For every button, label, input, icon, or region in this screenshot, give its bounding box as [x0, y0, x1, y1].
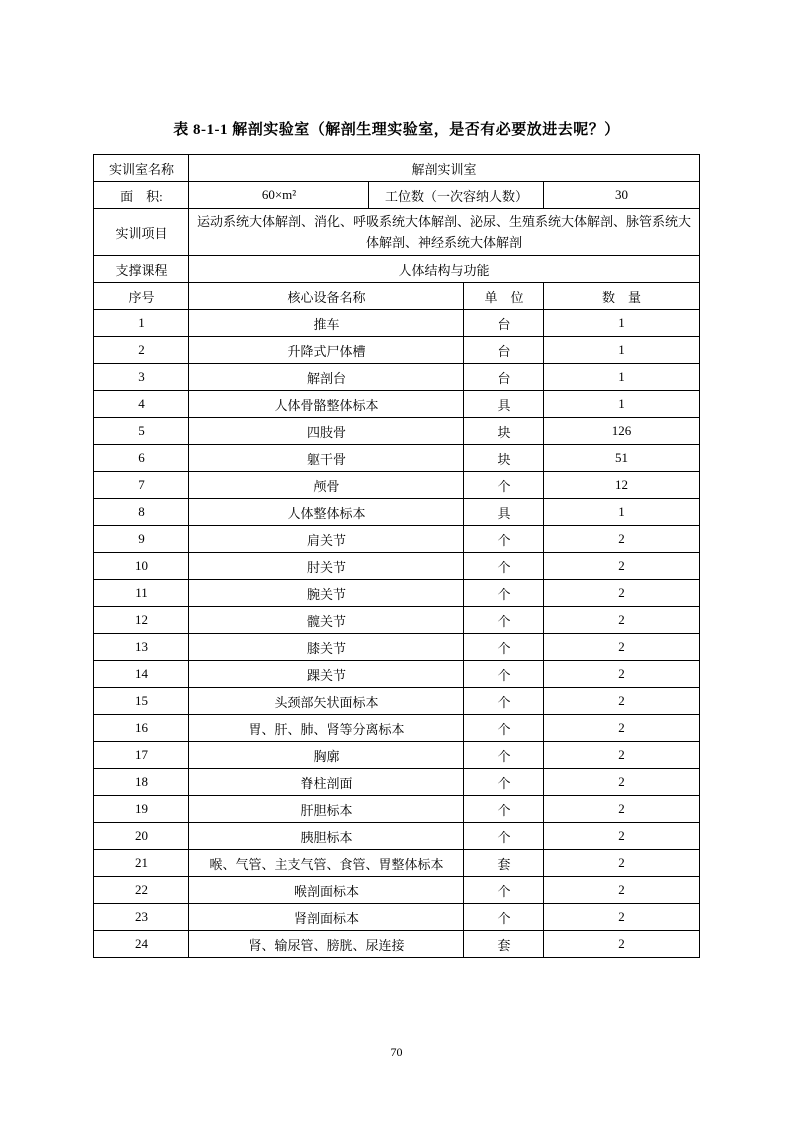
equipment-unit-cell: 具 [464, 391, 544, 418]
equipment-qty-cell: 1 [544, 337, 699, 364]
equipment-unit-cell: 套 [464, 850, 544, 877]
header-qty: 数 量 [544, 283, 699, 310]
equipment-name-cell: 人体整体标本 [189, 499, 464, 526]
equipment-name-cell: 肝胆标本 [189, 796, 464, 823]
equipment-unit-cell: 个 [464, 526, 544, 553]
projects-row [94, 209, 699, 256]
equipment-no-cell: 1 [94, 310, 189, 337]
equipment-row [94, 796, 699, 823]
equipment-header-row [94, 283, 699, 310]
equipment-no-cell: 18 [94, 769, 189, 796]
equipment-qty-cell: 2 [544, 688, 699, 715]
equipment-qty-cell: 2 [544, 877, 699, 904]
equipment-no-cell: 22 [94, 877, 189, 904]
equipment-name-cell: 胰胆标本 [189, 823, 464, 850]
equipment-no-cell: 14 [94, 661, 189, 688]
equipment-qty-cell: 2 [544, 715, 699, 742]
equipment-name-cell: 解剖台 [189, 364, 464, 391]
equipment-name-cell: 颅骨 [189, 472, 464, 499]
equipment-qty-cell: 2 [544, 607, 699, 634]
equipment-name-cell: 喉剖面标本 [189, 877, 464, 904]
equipment-unit-cell: 个 [464, 580, 544, 607]
equipment-row [94, 526, 699, 553]
equipment-qty-cell: 2 [544, 931, 699, 958]
equipment-name-cell: 喉、气管、主支气管、食管、胃整体标本 [189, 850, 464, 877]
equipment-row [94, 769, 699, 796]
stations-value: 30 [544, 182, 699, 209]
equipment-unit-cell: 个 [464, 796, 544, 823]
equipment-no-cell: 17 [94, 742, 189, 769]
equipment-row [94, 607, 699, 634]
equipment-qty-cell: 2 [544, 526, 699, 553]
equipment-name-cell: 头颈部矢状面标本 [189, 688, 464, 715]
equipment-name-cell: 踝关节 [189, 661, 464, 688]
courses-value: 人体结构与功能 [189, 256, 699, 283]
equipment-unit-cell: 台 [464, 310, 544, 337]
equipment-name-cell: 肩关节 [189, 526, 464, 553]
equipment-qty-cell: 2 [544, 769, 699, 796]
equipment-row [94, 391, 699, 418]
equipment-qty-cell: 2 [544, 742, 699, 769]
equipment-unit-cell: 块 [464, 418, 544, 445]
equipment-qty-cell: 1 [544, 364, 699, 391]
equipment-row [94, 850, 699, 877]
equipment-name-cell: 髋关节 [189, 607, 464, 634]
equipment-unit-cell: 个 [464, 553, 544, 580]
equipment-unit-cell: 个 [464, 472, 544, 499]
area-label: 面 积: [94, 182, 189, 209]
courses-row [94, 256, 699, 283]
equipment-name-cell: 肾剖面标本 [189, 904, 464, 931]
equipment-row [94, 580, 699, 607]
equipment-no-cell: 4 [94, 391, 189, 418]
equipment-row [94, 337, 699, 364]
equipment-qty-cell: 2 [544, 553, 699, 580]
equipment-qty-cell: 2 [544, 904, 699, 931]
header-name: 核心设备名称 [189, 283, 464, 310]
equipment-name-cell: 人体骨骼整体标本 [189, 391, 464, 418]
equipment-qty-cell: 2 [544, 661, 699, 688]
equipment-name-cell: 推车 [189, 310, 464, 337]
equipment-no-cell: 8 [94, 499, 189, 526]
equipment-unit-cell: 块 [464, 445, 544, 472]
equipment-row [94, 499, 699, 526]
equipment-no-cell: 11 [94, 580, 189, 607]
equipment-qty-cell: 1 [544, 391, 699, 418]
equipment-no-cell: 9 [94, 526, 189, 553]
equipment-name-cell: 四肢骨 [189, 418, 464, 445]
equipment-row [94, 877, 699, 904]
equipment-unit-cell: 台 [464, 364, 544, 391]
equipment-no-cell: 7 [94, 472, 189, 499]
equipment-name-cell: 胸廓 [189, 742, 464, 769]
equipment-unit-cell: 套 [464, 931, 544, 958]
equipment-qty-cell: 2 [544, 850, 699, 877]
equipment-row [94, 715, 699, 742]
equipment-row [94, 364, 699, 391]
stations-label: 工位数（一次容纳人数） [369, 182, 544, 209]
equipment-unit-cell: 个 [464, 769, 544, 796]
equipment-name-cell: 肘关节 [189, 553, 464, 580]
equipment-unit-cell: 个 [464, 904, 544, 931]
equipment-row [94, 418, 699, 445]
courses-label: 支撑课程 [94, 256, 189, 283]
equipment-unit-cell: 个 [464, 742, 544, 769]
header-no: 序号 [94, 283, 189, 310]
equipment-qty-cell: 1 [544, 310, 699, 337]
equipment-qty-cell: 51 [544, 445, 699, 472]
equipment-no-cell: 10 [94, 553, 189, 580]
equipment-qty-cell: 2 [544, 823, 699, 850]
lab-equipment-table [93, 154, 699, 958]
equipment-name-cell: 脊柱剖面 [189, 769, 464, 796]
equipment-qty-cell: 2 [544, 796, 699, 823]
equipment-name-cell: 肾、输尿管、膀胱、尿连接 [189, 931, 464, 958]
page-number: 70 [390, 1045, 403, 1059]
equipment-qty-cell: 12 [544, 472, 699, 499]
equipment-row [94, 445, 699, 472]
area-row [94, 182, 699, 209]
equipment-qty-cell: 2 [544, 580, 699, 607]
room-name-label: 实训室名称 [94, 155, 189, 182]
equipment-unit-cell: 个 [464, 715, 544, 742]
equipment-no-cell: 6 [94, 445, 189, 472]
equipment-tbody [94, 155, 699, 958]
equipment-row [94, 661, 699, 688]
table-title: 表 8-1-1 解剖实验室（解剖生理实验室，是否有必要放进去呢？） [173, 122, 620, 138]
equipment-no-cell: 15 [94, 688, 189, 715]
equipment-no-cell: 19 [94, 796, 189, 823]
equipment-row [94, 904, 699, 931]
equipment-row [94, 931, 699, 958]
room-name-row [94, 155, 699, 182]
equipment-row [94, 742, 699, 769]
equipment-name-cell: 腕关节 [189, 580, 464, 607]
projects-value: 运动系统大体解剖、消化、呼吸系统大体解剖、泌尿、生殖系统大体解剖、脉管系统大体解剖、神经系统大体解剖 [189, 209, 699, 256]
equipment-unit-cell: 台 [464, 337, 544, 364]
equipment-qty-cell: 126 [544, 418, 699, 445]
equipment-no-cell: 2 [94, 337, 189, 364]
equipment-no-cell: 24 [94, 931, 189, 958]
equipment-row [94, 310, 699, 337]
equipment-name-cell: 胃、肝、肺、肾等分离标本 [189, 715, 464, 742]
room-name-value: 解剖实训室 [189, 155, 699, 182]
equipment-unit-cell: 个 [464, 877, 544, 904]
equipment-row [94, 553, 699, 580]
equipment-row [94, 472, 699, 499]
equipment-row [94, 823, 699, 850]
equipment-no-cell: 23 [94, 904, 189, 931]
equipment-no-cell: 3 [94, 364, 189, 391]
equipment-row [94, 688, 699, 715]
equipment-name-cell: 躯干骨 [189, 445, 464, 472]
equipment-no-cell: 12 [94, 607, 189, 634]
equipment-unit-cell: 个 [464, 661, 544, 688]
equipment-qty-cell: 2 [544, 634, 699, 661]
equipment-row [94, 634, 699, 661]
equipment-name-cell: 膝关节 [189, 634, 464, 661]
equipment-unit-cell: 个 [464, 823, 544, 850]
area-value: 60×m² [189, 182, 369, 209]
equipment-no-cell: 20 [94, 823, 189, 850]
equipment-unit-cell: 个 [464, 634, 544, 661]
header-unit: 单 位 [464, 283, 544, 310]
equipment-no-cell: 16 [94, 715, 189, 742]
equipment-qty-cell: 1 [544, 499, 699, 526]
projects-label: 实训项目 [94, 209, 189, 256]
equipment-name-cell: 升降式尸体槽 [189, 337, 464, 364]
equipment-unit-cell: 个 [464, 607, 544, 634]
equipment-no-cell: 5 [94, 418, 189, 445]
equipment-unit-cell: 个 [464, 688, 544, 715]
equipment-unit-cell: 具 [464, 499, 544, 526]
equipment-no-cell: 21 [94, 850, 189, 877]
equipment-no-cell: 13 [94, 634, 189, 661]
